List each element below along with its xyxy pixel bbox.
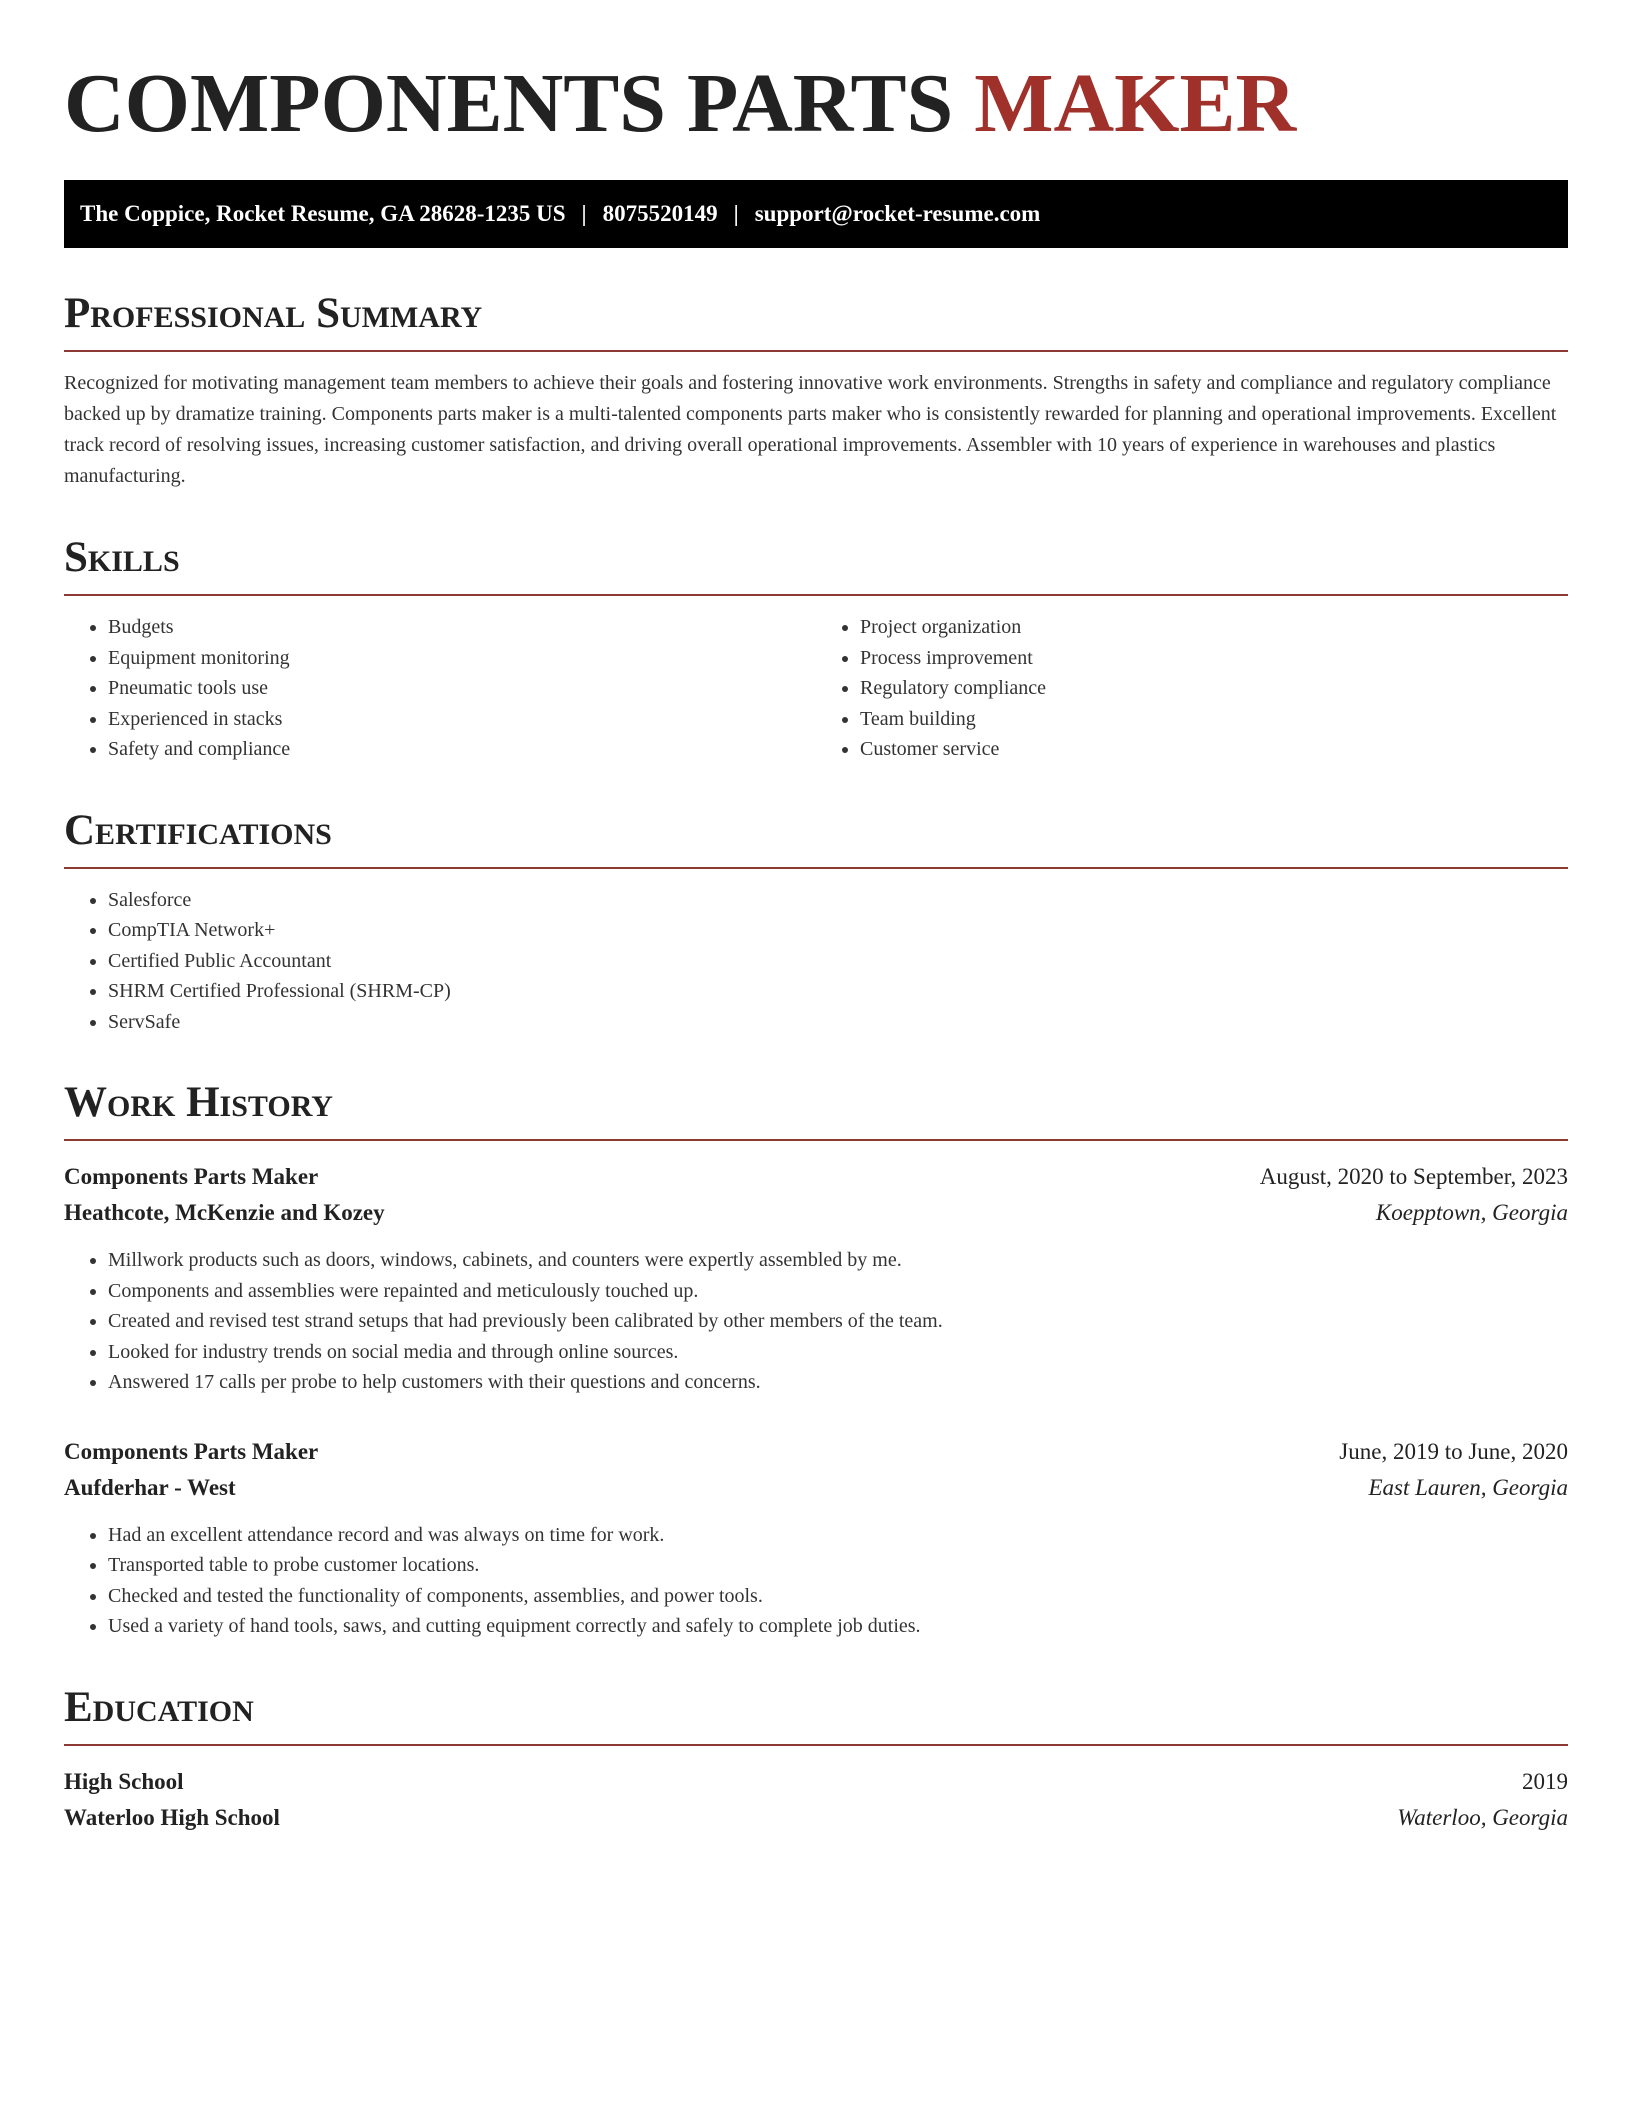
skill-item: • Pneumatic tools use	[108, 673, 816, 704]
name-main: COMPONENTS PARTS	[64, 57, 954, 150]
education-section	[64, 1683, 1568, 1836]
job-header-row	[64, 1434, 1568, 1470]
education-degree: High School	[64, 1768, 184, 1794]
skill-item: • Safety and compliance	[108, 734, 816, 765]
skill-item: • Regulatory compliance	[860, 673, 1568, 704]
section-title: Skills	[64, 536, 1568, 596]
job-duties-list	[64, 1520, 1568, 1642]
education-year: 2019	[1522, 1768, 1568, 1794]
job-company-row	[64, 1195, 1568, 1231]
skills-section	[64, 536, 1568, 765]
job-duty: • Had an excellent attendance record and was always on time for work.	[108, 1520, 1568, 1551]
contact-email: support@rocket-resume.com	[754, 201, 1041, 226]
job-company: Aufderhar - West	[64, 1474, 236, 1500]
certification-item: • Certified Public Accountant	[108, 946, 1568, 977]
name-accent: MAKER	[974, 57, 1297, 150]
job-duty: • Created and revised test strand setups that had previously been calibrated by other members of the team.	[108, 1306, 1568, 1337]
work-history-section	[64, 1081, 1568, 1642]
contact-address: The Coppice, Rocket Resume, GA 28628-1235 US	[80, 201, 566, 226]
job-dates: August, 2020 to September, 2023	[1259, 1164, 1568, 1189]
skill-item: • Project organization	[860, 612, 1568, 643]
job-title: Components Parts Maker	[64, 1164, 319, 1189]
education-school-row	[64, 1800, 1568, 1836]
job-duty: • Components and assemblies were repainted and meticulously touched up.	[108, 1276, 1568, 1307]
job-header-row	[64, 1159, 1568, 1195]
candidate-name	[64, 58, 1568, 150]
job-duties-list	[64, 1245, 1568, 1398]
job-company-row	[64, 1470, 1568, 1506]
job-duty: • Used a variety of hand tools, saws, and cutting equipment correctly and safely to complete job duties.	[108, 1611, 1568, 1642]
certifications-section	[64, 806, 1568, 1038]
skill-item: • Equipment monitoring	[108, 643, 816, 674]
job-entry	[64, 1159, 1568, 1398]
education-location: Waterloo, Georgia	[1397, 1804, 1568, 1830]
contact-separator: |	[733, 201, 739, 226]
skills-list-right	[816, 612, 1568, 765]
section-title: Education	[64, 1686, 1568, 1746]
certification-item: • SHRM Certified Professional (SHRM-CP)	[108, 976, 1568, 1007]
job-duty: • Answered 17 calls per probe to help customers with their questions and concerns.	[108, 1367, 1568, 1398]
certification-item: • ServSafe	[108, 1007, 1568, 1038]
job-location: East Lauren, Georgia	[1368, 1474, 1568, 1500]
section-title: Certifications	[64, 809, 1568, 869]
section-title: Professional Summary	[64, 292, 1568, 352]
skill-item: • Customer service	[860, 734, 1568, 765]
certification-item: • CompTIA Network+	[108, 915, 1568, 946]
job-title: Components Parts Maker	[64, 1438, 319, 1464]
skill-item: • Team building	[860, 704, 1568, 735]
education-school: Waterloo High School	[64, 1804, 280, 1830]
summary-section	[64, 292, 1568, 492]
skills-grid	[64, 596, 1568, 765]
job-company: Heathcote, McKenzie and Kozey	[64, 1200, 385, 1225]
job-duty: • Checked and tested the functionality of components, assemblies, and power tools.	[108, 1581, 1568, 1612]
contact-separator: |	[581, 201, 587, 226]
skill-item: • Experienced in stacks	[108, 704, 816, 735]
education-entry	[64, 1764, 1568, 1836]
skill-item: • Process improvement	[860, 643, 1568, 674]
section-title: Work History	[64, 1081, 1568, 1141]
job-location: Koepptown, Georgia	[1375, 1200, 1568, 1225]
contact-bar	[64, 180, 1568, 248]
certifications-list	[64, 885, 1568, 1038]
job-duty: • Transported table to probe customer locations.	[108, 1550, 1568, 1581]
job-dates: June, 2019 to June, 2020	[1339, 1438, 1568, 1464]
certification-item: • Salesforce	[108, 885, 1568, 916]
job-duty: • Looked for industry trends on social media and through online sources.	[108, 1337, 1568, 1368]
skills-list-left	[64, 612, 816, 765]
contact-phone: 8075520149	[602, 201, 718, 226]
summary-text: Recognized for motivating management team members to achieve their goals and fostering innovative work environments. Strengths in safety and compliance and regulatory compliance backed up by dramatize training. Components parts maker is a multi-talented components parts maker who is consistently rewarded for planning and operational improvements. Excellent track record of resolving issues, increasing customer satisfaction, and driving overall operational improvements. Assembler with 10 years of experience in warehouses and plastics manufacturing.	[64, 372, 1557, 487]
job-entry	[64, 1434, 1568, 1642]
education-degree-row	[64, 1764, 1568, 1800]
skill-item: • Budgets	[108, 612, 816, 643]
job-duty: • Millwork products such as doors, windows, cabinets, and counters were expertly assembled by me.	[108, 1245, 1568, 1276]
